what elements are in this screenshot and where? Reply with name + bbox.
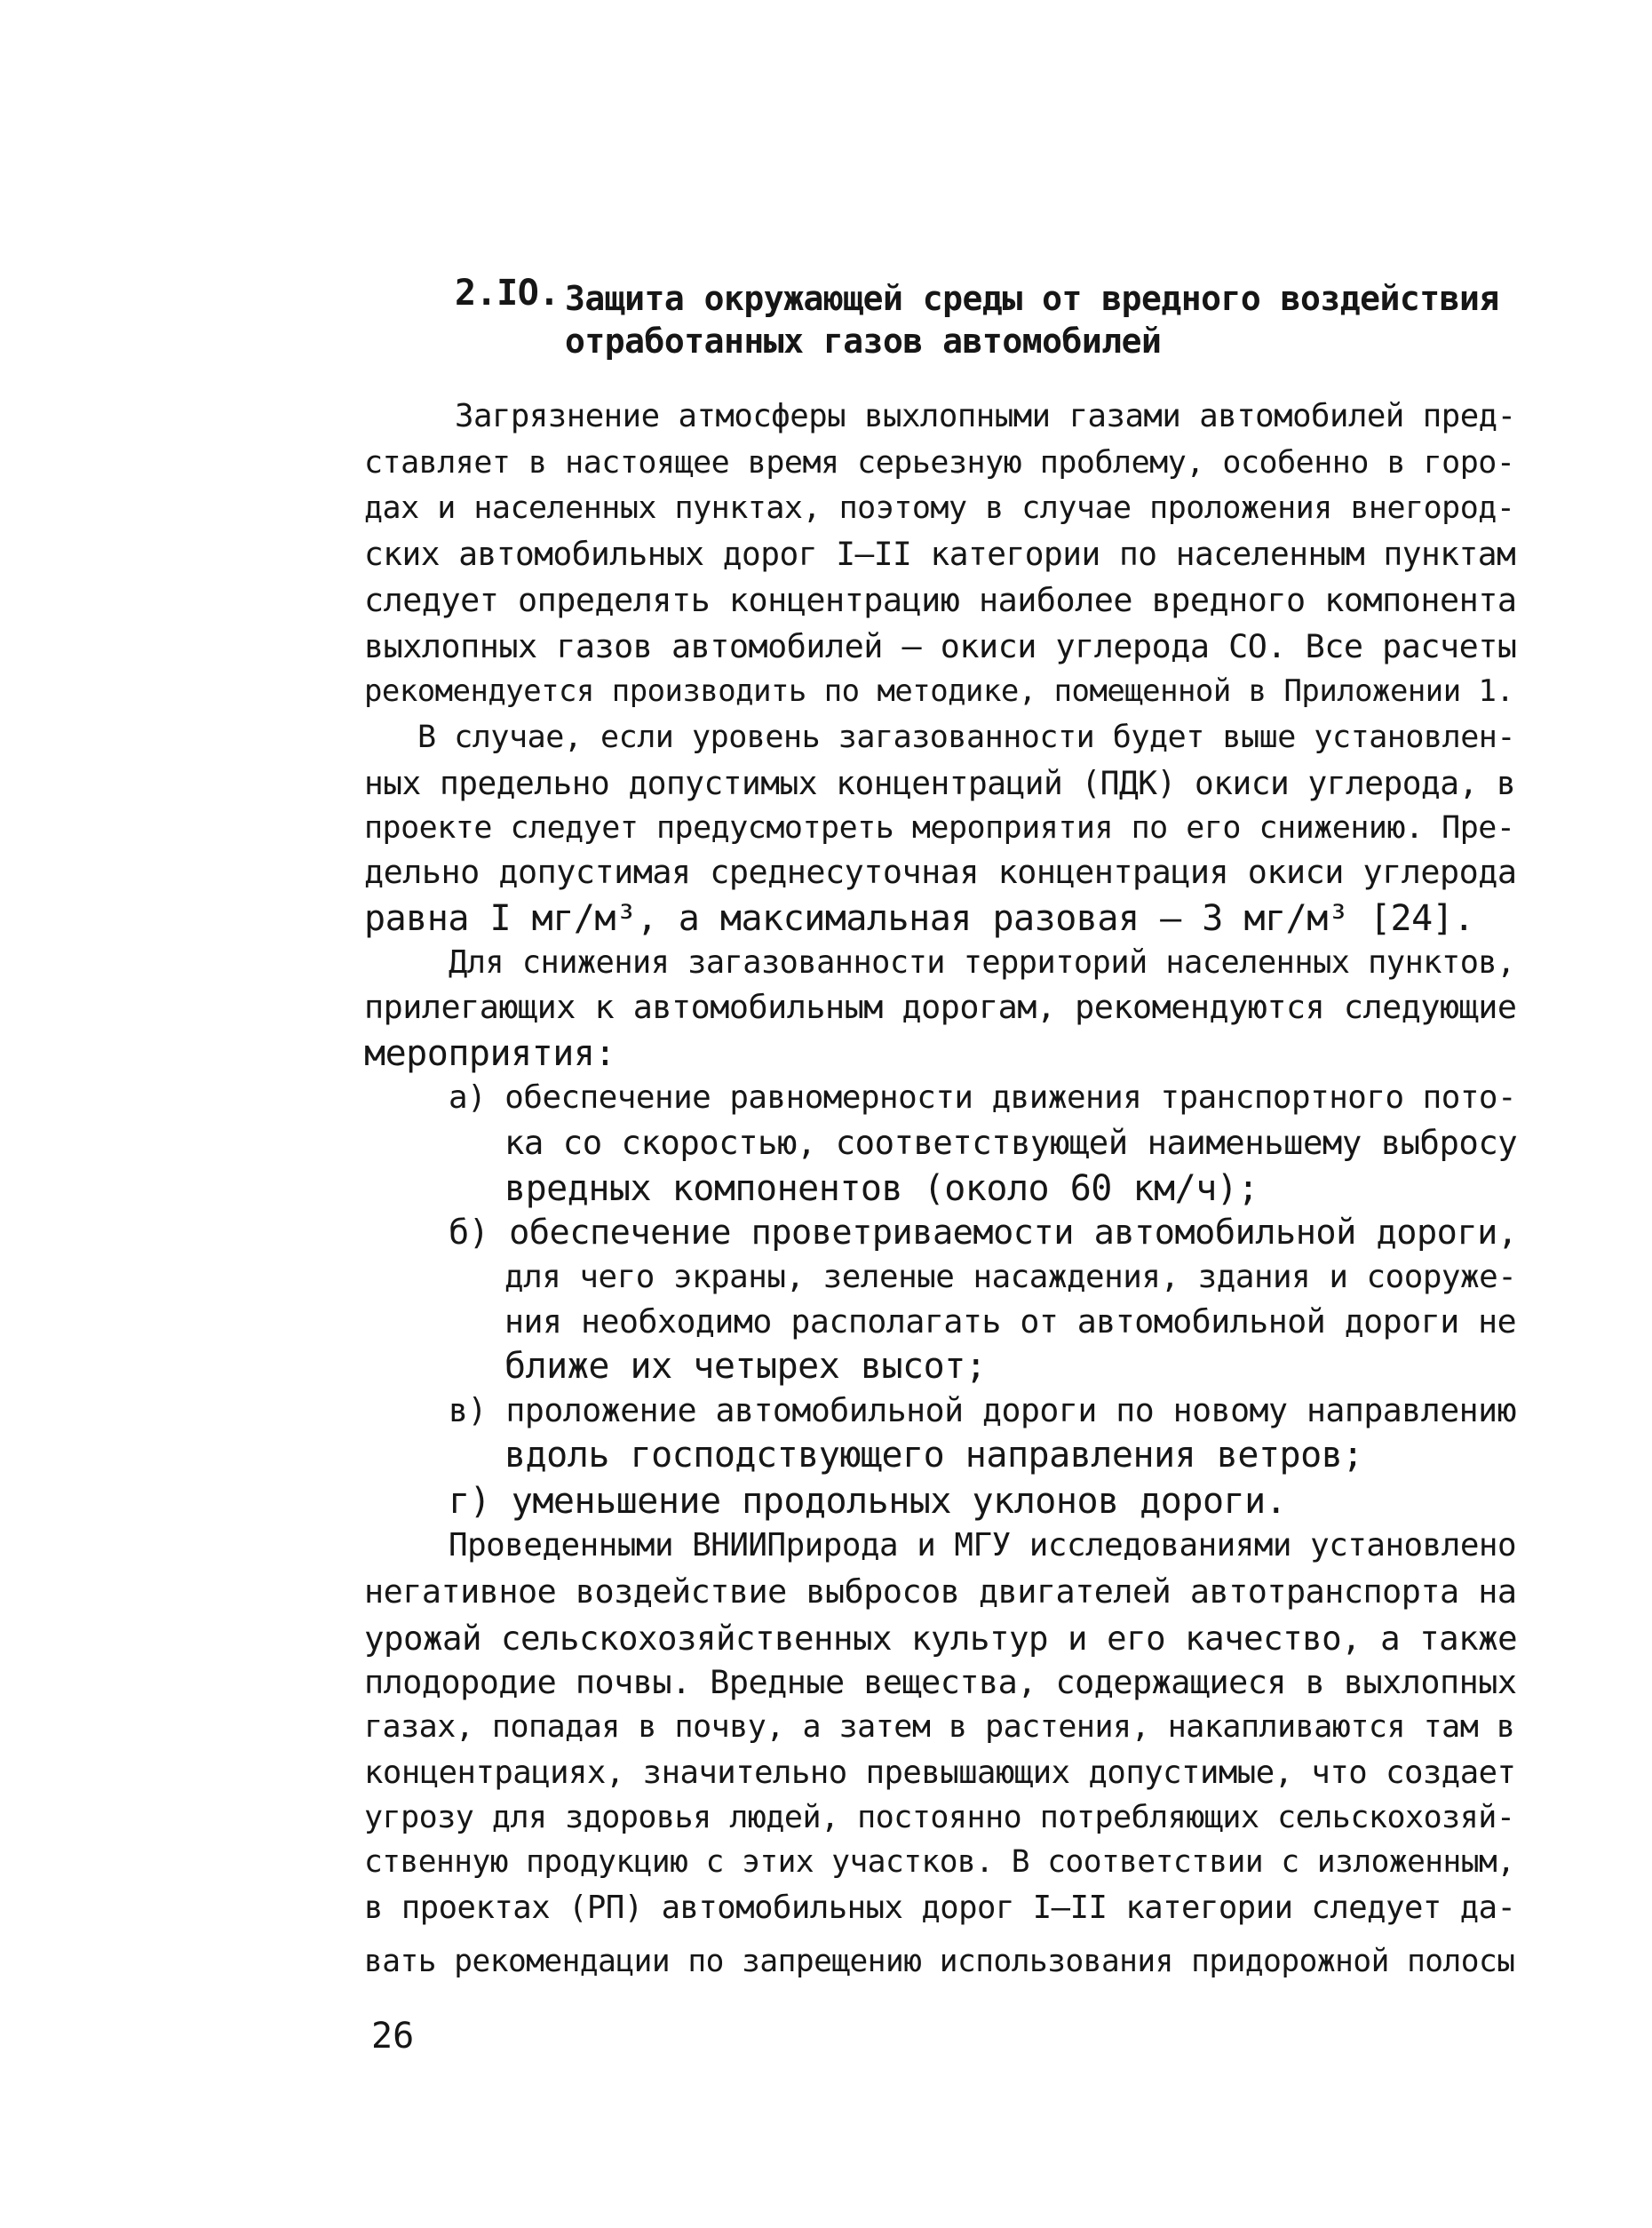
text-line: ния необходимо располагать от автомобильной дороги не (504, 1302, 1517, 1341)
section-title-line-1: Защита окружающей среды от вредного воздействия (565, 279, 1499, 318)
text-line: г) уменьшение продольных уклонов дороги. (449, 1481, 1287, 1522)
text-line: ственную продукцию с этих участков. В соответствии с изложенным, (364, 1844, 1515, 1880)
page-number: 26 (371, 2016, 415, 2057)
text-line: дельно допустимая среднесуточная концентрация окиси углерода (364, 853, 1517, 891)
text-line: Проведенными ВНИИПрирода и МГУ исследованиями установлено (449, 1527, 1517, 1564)
text-line: ных предельно допустимых концентраций (ПДК) окиси углерода, в (364, 764, 1516, 802)
text-line: негативное воздействие выбросов двигателей автотранспорта на (364, 1572, 1517, 1611)
section-title-line-2: отработанных газов автомобилей (565, 322, 1162, 361)
text-line: газах, попадая в почву, а затем в растения, накапливаются там в (364, 1709, 1515, 1745)
text-line: концентрациях, значительно превышающих допустимые, что создает (364, 1755, 1516, 1791)
text-line: в проектах (РП) автомобильных дорог I–II категории следует да- (364, 1890, 1516, 1926)
text-line: Загрязнение атмосферы выхлопными газами автомобилей пред- (455, 398, 1516, 434)
text-line: равна I мг/м³, а максимальная разовая – 3 мг/м³ [24]. (364, 898, 1474, 939)
section-number: 2.IO. (455, 273, 560, 314)
text-line: В случае, если уровень загазованности будет выше установлен- (417, 719, 1516, 755)
text-line: плодородие почвы. Вредные вещества, содержащиеся в выхлопных (364, 1663, 1517, 1701)
text-line: угрозу для здоровья людей, постоянно потребляющих сельскохозяй- (364, 1800, 1515, 1835)
text-line: выхлопных газов автомобилей – окиси углерода СО. Все расчеты (364, 627, 1517, 665)
text-line: б) обеспечение проветриваемости автомобильной дороги, (449, 1213, 1518, 1253)
text-line: ближе их четырех высот; (504, 1346, 987, 1387)
text-line: вдоль господствующего направления ветров; (504, 1435, 1363, 1476)
text-line: дах и населенных пунктах, поэтому в случае проложения внегород- (364, 490, 1515, 526)
text-line: ских автомобильных дорог I–II категории по населенным пунктам (364, 535, 1516, 573)
text-line: вать рекомендации по запрещению использования придорожной полосы (364, 1944, 1515, 1979)
text-line: прилегающих к автомобильным дорогам, рекомендуются следующие (364, 988, 1517, 1026)
text-line: урожай сельскохозяйственных культур и его качество, а также (364, 1619, 1518, 1658)
text-line: мероприятия: (364, 1033, 616, 1074)
text-line: Для снижения загазованности территорий населенных пунктов, (449, 944, 1515, 981)
text-line: проекте следует предусмотреть мероприятия по его снижению. Пре- (364, 810, 1515, 846)
text-line: в) проложение автомобильной дороги по новому направлению (449, 1391, 1517, 1429)
text-line: ка со скоростью, соответствующей наименьшему выбросу (504, 1123, 1518, 1162)
text-line: ставляет в настоящее время серьезную проблему, особенно в горо- (364, 445, 1515, 481)
text-line: для чего экраны, зеленые насаждения, здания и сооруже- (504, 1259, 1517, 1295)
text-line: рекомендуется производить по методике, помещенной в Приложении 1. (364, 673, 1514, 708)
text-line: вредных компонентов (около 60 км/ч); (504, 1168, 1259, 1209)
text-line: следует определять концентрацию наиболее вредного компонента (364, 581, 1517, 619)
text-line: а) обеспечение равномерности движения транспортного пото- (449, 1079, 1517, 1116)
